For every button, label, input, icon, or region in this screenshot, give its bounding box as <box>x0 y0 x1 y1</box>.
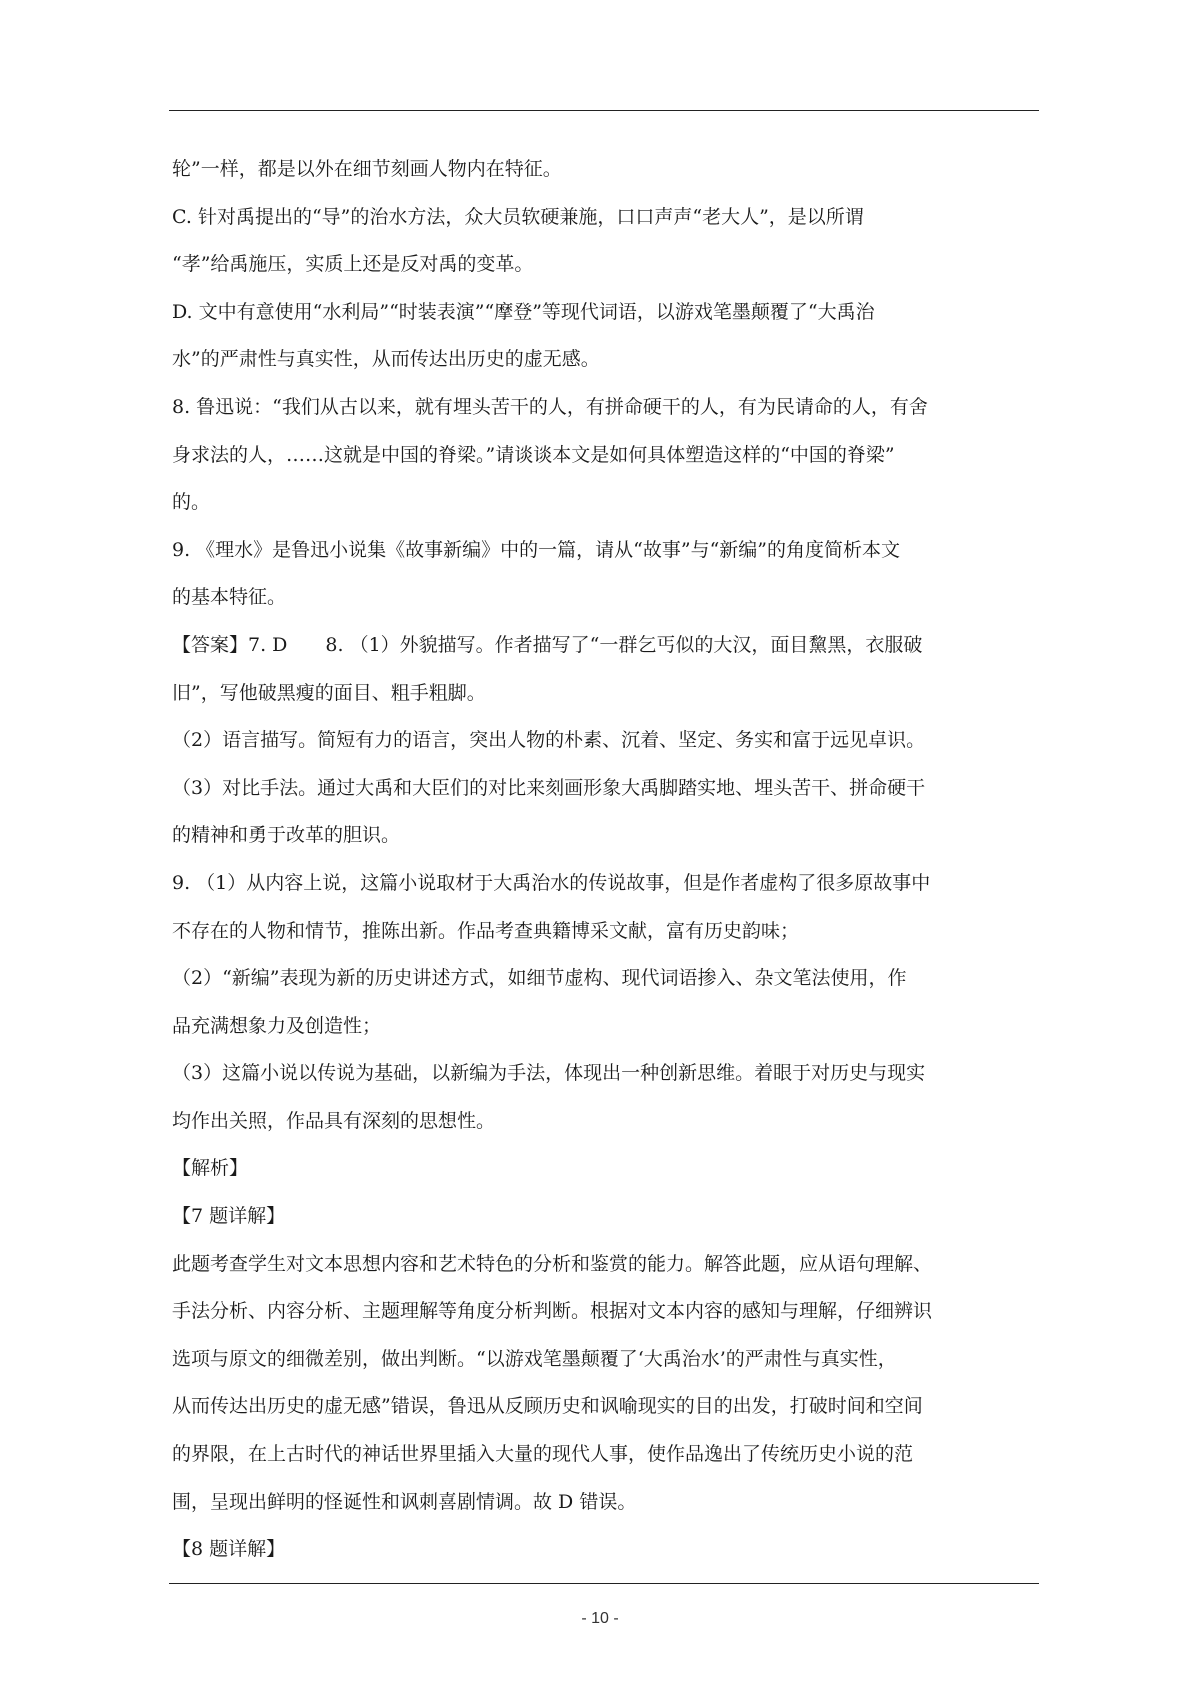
text-line: 旧”，写他破黑瘦的面目、粗手粗脚。 <box>172 681 486 704</box>
text-line: 9. 《理水》是鲁迅小说集《故事新编》中的一篇，请从“故事”与“新编”的角度简析本文 <box>172 538 901 561</box>
text-line: 品充满想象力及创造性； <box>172 1014 382 1037</box>
text-line: 身求法的人，……这就是中国的脊梁。”请谈谈本文是如何具体塑造这样的“中国的脊梁” <box>172 443 895 466</box>
text-line: 从而传达出历史的虚无感”错误，鲁迅从反顾历史和讽喻现实的目的出发，打破时间和空间 <box>172 1395 923 1418</box>
text-line: 的精神和勇于改革的胆识。 <box>172 824 401 847</box>
text-line: 9. （1）从内容上说，这篇小说取材于大禹治水的传说故事，但是作者虚构了很多原故事中 <box>172 871 931 894</box>
text-line: “孝”给禹施压，实质上还是反对禹的变革。 <box>172 253 534 276</box>
text-line: 轮”一样，都是以外在细节刻画人物内在特征。 <box>172 158 562 180</box>
text-line: 均作出关照，作品具有深刻的思想性。 <box>172 1109 496 1132</box>
text-line: 手法分析、内容分析、主题理解等角度分析判断。根据对文本内容的感知与理解，仔细辨识 <box>172 1300 933 1323</box>
text-line: 选项与原文的细微差别，做出判断。“以游戏笔墨颠覆了‘大禹治水’的严肃性与真实性， <box>172 1347 897 1370</box>
text-line: （3）对比手法。通过大禹和大臣们的对比来刻画形象大禹脚踏实地、埋头苦干、拼命硬干 <box>172 776 926 799</box>
text-line: 【解析】 <box>172 1157 249 1180</box>
text-line: 围，呈现出鲜明的怪诞性和讽刺喜剧情调。故 D 错误。 <box>172 1490 637 1513</box>
document-body <box>172 150 1038 1578</box>
page-number: - 10 - <box>581 1610 619 1627</box>
text-line: （2）“新编”表现为新的历史讲述方式，如细节虚构、现代词语掺入、杂文笔法使用，作 <box>172 967 907 990</box>
text-line: C. 针对禹提出的“导”的治水方法，众大员软硬兼施，口口声声“老大人”，是以所谓 <box>172 205 864 228</box>
text-line: 此题考查学生对文本思想内容和艺术特色的分析和鉴赏的能力。解答此题，应从语句理解、 <box>172 1252 933 1275</box>
text-line: 不存在的人物和情节，推陈出新。作品考查典籍博采文献，富有历史韵味； <box>172 919 800 942</box>
text-line: 水”的严肃性与真实性，从而传达出历史的虚无感。 <box>172 348 600 371</box>
text-line: D. 文中有意使用“水利局”“时装表演”“摩登”等现代词语，以游戏笔墨颠覆了“大禹治 <box>172 300 875 323</box>
text-line: 【7 题详解】 <box>172 1205 286 1228</box>
header-rule <box>169 110 1039 111</box>
text-line: 的。 <box>172 491 211 514</box>
text-line: 【答案】7. D 8. （1）外貌描写。作者描写了“一群乞丐似的大汉，面目黧黑，衣服破 <box>172 633 923 656</box>
footer-rule <box>169 1583 1039 1584</box>
text-line: 的基本特征。 <box>172 586 287 609</box>
text-line: （2）语言描写。简短有力的语言，突出人物的朴素、沉着、坚定、务实和富于远见卓识。 <box>172 729 926 752</box>
text-line: 8. 鲁迅说：“我们从古以来，就有埋头苦干的人，有拼命硬干的人，有为民请命的人，有舍 <box>172 395 928 418</box>
text-line: 的界限，在上古时代的神话世界里插入大量的现代人事，使作品逸出了传统历史小说的范 <box>172 1443 914 1466</box>
text-line: （3）这篇小说以传说为基础，以新编为手法，体现出一种创新思维。着眼于对历史与现实 <box>172 1062 926 1085</box>
text-line: 【8 题详解】 <box>172 1538 286 1561</box>
